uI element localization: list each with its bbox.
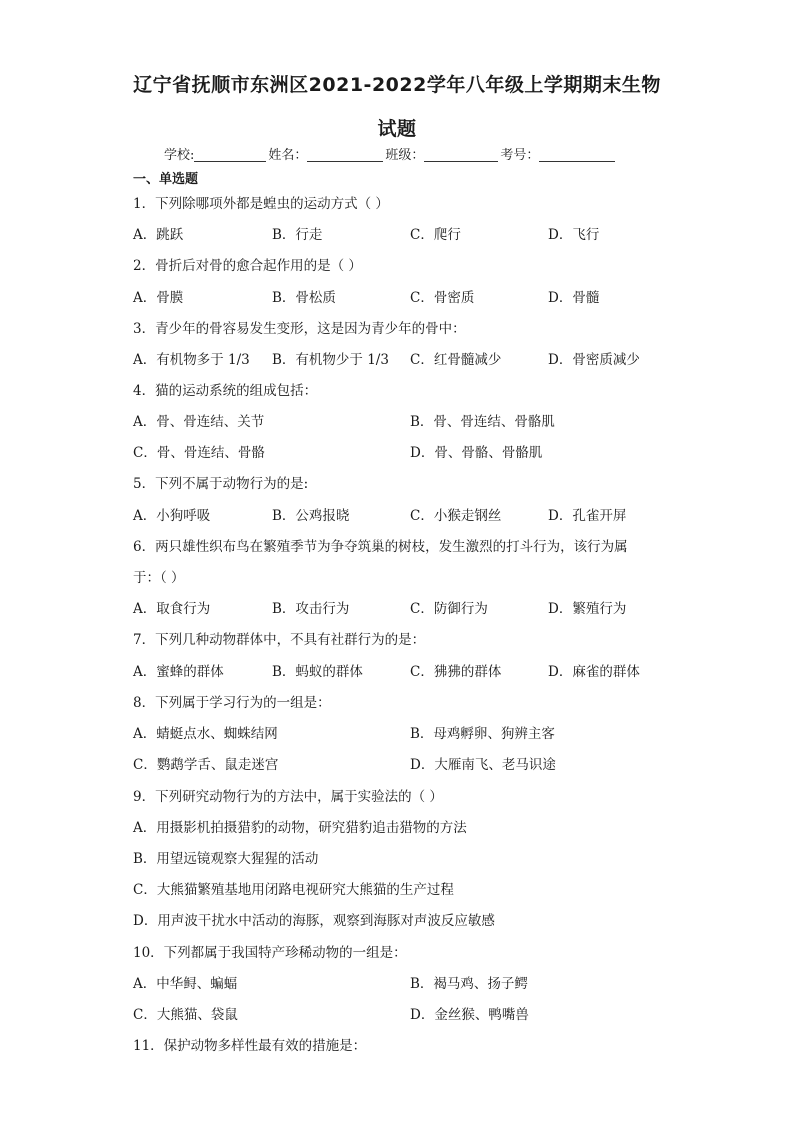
option-c[interactable]: C．红骨髓减少 <box>410 352 502 368</box>
option-d[interactable]: D．用声波干扰水中活动的海豚，观察到海豚对声波反应敏感 <box>133 913 495 929</box>
option-c[interactable]: C．鹦鹉学舌、鼠走迷宫 <box>133 757 279 773</box>
option-c[interactable]: C．大熊猫、袋鼠 <box>133 1007 238 1023</box>
option-c[interactable]: C．防御行为 <box>410 601 488 617</box>
section-heading: 一、单选题 <box>133 172 199 187</box>
question-stem-continued: 于：（ ） <box>133 570 185 586</box>
option-b[interactable]: B．骨、骨连结、骨骼肌 <box>410 414 555 430</box>
option-d[interactable]: D．骨、骨骼、骨骼肌 <box>410 445 543 461</box>
option-a[interactable]: A．骨、骨连结、关节 <box>133 414 265 430</box>
number-label: 考号： <box>500 148 540 163</box>
class-field[interactable] <box>424 147 498 162</box>
name-label: 姓名： <box>268 148 308 163</box>
option-c[interactable]: C．骨密质 <box>410 290 475 306</box>
option-b[interactable]: B．骨松质 <box>272 290 336 306</box>
option-a[interactable]: A．小狗呼吸 <box>133 508 211 524</box>
option-b[interactable]: B．蚂蚁的群体 <box>272 664 363 680</box>
option-c[interactable]: C．爬行 <box>410 227 461 243</box>
question-stem: 9．下列研究动物行为的方法中，属于实验法的（ ） <box>133 789 443 805</box>
option-a[interactable]: A．有机物多于 1/3 <box>133 352 250 368</box>
option-c[interactable]: C．小猴走钢丝 <box>410 508 502 524</box>
option-a[interactable]: A．蜜蜂的群体 <box>133 664 224 680</box>
option-a[interactable]: A．骨膜 <box>133 290 184 306</box>
number-field[interactable] <box>539 147 615 162</box>
school-label: 学校: <box>164 148 195 163</box>
question-stem: 4．猫的运动系统的组成包括： <box>133 383 318 399</box>
question-stem: 2．骨折后对骨的愈合起作用的是（ ） <box>133 258 362 274</box>
student-info-line <box>164 144 617 163</box>
question-stem: 5．下列不属于动物行为的是: <box>133 476 309 492</box>
name-field[interactable] <box>307 147 383 162</box>
option-d[interactable]: D．飞行 <box>548 227 600 243</box>
option-d[interactable]: D．金丝猴、鸭嘴兽 <box>410 1007 529 1023</box>
option-a[interactable]: A．用摄影机拍摄猎豹的动物，研究猎豹追击猎物的方法 <box>133 820 467 836</box>
exam-title-continued: 试题 <box>377 118 417 140</box>
option-a[interactable]: A．取食行为 <box>133 601 211 617</box>
question-stem: 7．下列几种动物群体中，不具有社群行为的是： <box>133 632 426 648</box>
option-d[interactable]: D．麻雀的群体 <box>548 664 640 680</box>
option-d[interactable]: D．骨密质减少 <box>548 352 640 368</box>
question-stem: 1．下列除哪项外都是蝗虫的运动方式（ ） <box>133 196 389 212</box>
question-stem: 6．两只雄性织布鸟在繁殖季节为争夺筑巢的树枝，发生激烈的打斗行为，该行为属 <box>133 539 628 555</box>
option-c[interactable]: C．大熊猫繁殖基地用闭路电视研究大熊猫的生产过程 <box>133 882 454 898</box>
option-d[interactable]: D．繁殖行为 <box>548 601 627 617</box>
option-a[interactable]: A．中华鲟、蝙蝠 <box>133 976 238 992</box>
exam-title: 辽宁省抚顺市东洲区2021-2022学年八年级上学期期末生物 <box>133 74 661 96</box>
option-b[interactable]: B．用望远镜观察大猩猩的活动 <box>133 851 319 867</box>
class-label: 班级： <box>385 148 425 163</box>
question-stem: 11．保护动物多样性最有效的措施是： <box>133 1038 367 1054</box>
option-b[interactable]: B．褐马鸡、扬子鳄 <box>410 976 528 992</box>
option-b[interactable]: B．行走 <box>272 227 323 243</box>
option-b[interactable]: B．母鸡孵卵、狗辨主客 <box>410 726 555 742</box>
school-field[interactable] <box>194 147 266 162</box>
question-stem: 8．下列属于学习行为的一组是： <box>133 695 331 711</box>
option-b[interactable]: B．公鸡报晓 <box>272 508 350 524</box>
option-d[interactable]: D．大雁南飞、老马识途 <box>410 757 556 773</box>
option-c[interactable]: C．狒狒的群体 <box>410 664 502 680</box>
option-d[interactable]: D．孔雀开屏 <box>548 508 627 524</box>
option-b[interactable]: B．攻击行为 <box>272 601 350 617</box>
question-stem: 3．青少年的骨容易发生变形，这是因为青少年的骨中： <box>133 321 466 337</box>
option-a[interactable]: A．蜻蜓点水、蜘蛛结网 <box>133 726 278 742</box>
question-stem: 10．下列都属于我国特产珍稀动物的一组是： <box>133 945 407 961</box>
option-b[interactable]: B．有机物少于 1/3 <box>272 352 389 368</box>
option-d[interactable]: D．骨髓 <box>548 290 600 306</box>
option-c[interactable]: C．骨、骨连结、骨骼 <box>133 445 265 461</box>
option-a[interactable]: A．跳跃 <box>133 227 184 243</box>
